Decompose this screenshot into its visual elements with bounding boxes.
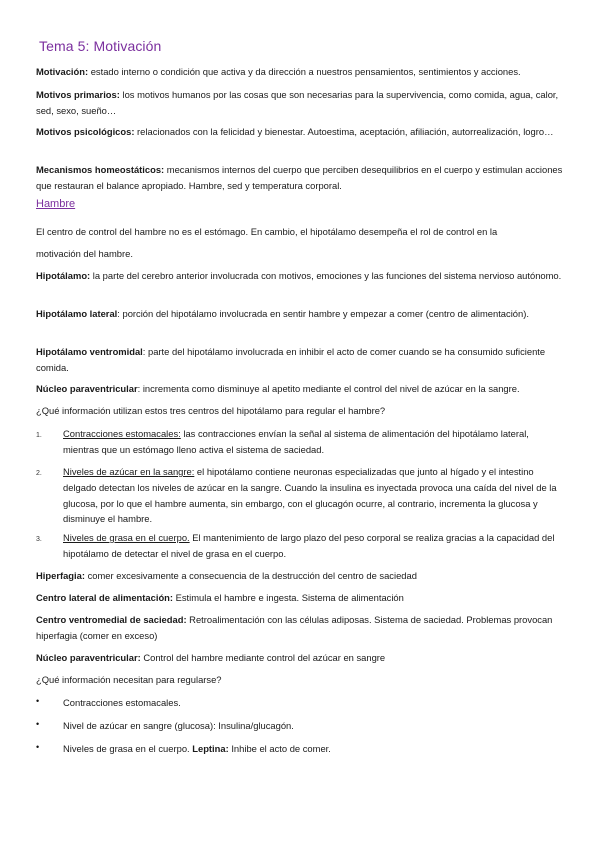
definition-text: estado interno o condición que activa y da dirección a nuestros pensamientos, sentimientos y acciones.	[88, 66, 521, 77]
definition-hiperfagia	[36, 568, 566, 584]
intro-line-1: El centro de control del hambre no es el estómago. En cambio, el hipotálamo desempeña el rol de control en la	[36, 226, 498, 237]
definition-hipotalamo	[36, 268, 566, 284]
definition-hipotalamo-ventromidal	[36, 344, 566, 376]
item-text: el hipotálamo contiene neuronas especializadas que junto al hígado y el intestino delgado detectan los niveles de azúcar en la sangre. Cuando la insulina es inyectada provoca una caída del nivel de la glucosa, por lo que el hambre aumenta, sin embargo, con el glucagón ocurre, al contrario, incrementa la glucosa y disminuye el hambre.	[63, 466, 557, 525]
bullet-item	[63, 695, 567, 711]
intro-line-2: motivación del hambre.	[36, 248, 133, 259]
definition-motivos-primarios	[36, 87, 566, 119]
bullet-item	[63, 718, 567, 734]
definition-text: : porción del hipotálamo involucrada en sentir hambre y empezar a comer (centro de alimentación).	[117, 308, 529, 319]
definition-nucleo-paraventricular-2	[36, 650, 566, 666]
definition-term: Núcleo paraventricular	[36, 383, 138, 394]
definition-term: Centro ventromedial de saciedad:	[36, 614, 187, 625]
bullet-glyph: •	[36, 719, 40, 729]
definition-text: : incrementa como disminuye al apetito mediante el control del nivel de azúcar en la sangre.	[137, 383, 520, 394]
definition-motivacion	[36, 64, 566, 80]
bullet-glyph: •	[36, 742, 40, 752]
item-term: Niveles de azúcar en la sangre:	[63, 466, 195, 477]
numbered-item-grasa	[63, 530, 567, 562]
definition-text: relacionados con la felicidad y bienestar. Autoestima, aceptación, afiliación, autorrealización, logro…	[134, 126, 554, 137]
definition-term: Hiperfagia:	[36, 570, 85, 581]
definition-text: mecanismos internos del cuerpo que perciben desequilibrios en el cuerpo y estimulan acciones que restauran el balance apropiado. Hambre, sed y temperatura corporal.	[36, 164, 563, 191]
definition-term: Motivos psicológicos:	[36, 126, 135, 137]
page-title: Tema 5: Motivación	[39, 38, 162, 54]
numbered-item-azucar	[63, 464, 567, 527]
definition-term: Motivación:	[36, 66, 89, 77]
item-term: Contracciones estomacales:	[63, 428, 181, 439]
bullet-text: Inhibe el acto de comer.	[228, 743, 331, 754]
section-heading-hambre: Hambre	[36, 198, 76, 210]
definition-term: Hipotálamo ventromidal	[36, 346, 143, 357]
bullet-text: Nivel de azúcar en sangre (glucosa): Insulina/glucagón.	[63, 720, 294, 731]
definition-text: comer excesivamente a consecuencia de la destrucción del centro de saciedad	[84, 570, 417, 581]
definition-term: Centro lateral de alimentación:	[36, 592, 174, 603]
definition-text: Retroalimentación con las células adiposas. Sistema de saciedad. Problemas provocan hiperfagia (comer en exceso)	[36, 614, 553, 641]
definition-text: la parte del cerebro anterior involucrada con motivos, emociones y las funciones del sistema nervioso autónomo.	[90, 270, 562, 281]
definition-term: Mecanismos homeostáticos:	[36, 164, 165, 175]
definition-hipotalamo-lateral	[36, 306, 566, 322]
list-number: 2.	[36, 470, 42, 477]
bullet-text: Contracciones estomacales.	[63, 697, 181, 708]
definition-text: Control del hambre mediante control del azúcar en sangre	[140, 652, 386, 663]
definition-text: Estimula el hambre e ingesta. Sistema de alimentación	[173, 592, 404, 603]
item-text: las contracciones envían la señal al sistema de alimentación del hipotálamo lateral, mientras que un estómago lleno activa el sistema de saciedad.	[63, 428, 529, 455]
definition-motivos-psicologicos	[36, 124, 566, 140]
question-1: ¿Qué información utilizan estos tres centros del hipotálamo para regular el hambre?	[36, 405, 386, 416]
item-text: El mantenimiento de largo plazo del peso corporal se realiza gracias a la capacidad del hipotálamo de detectar el nivel de grasa en el cuerpo.	[63, 532, 555, 559]
bullet-glyph: •	[36, 696, 40, 706]
list-number: 1.	[36, 432, 42, 439]
item-term: Niveles de grasa en el cuerpo.	[63, 532, 190, 543]
definition-term: Hipotálamo lateral	[36, 308, 118, 319]
definition-text: : parte del hipotálamo involucrada en inhibir el acto de comer cuando se ha consumido suficiente comida.	[36, 346, 546, 373]
list-number: 3.	[36, 536, 42, 543]
bullet-text: Niveles de grasa en el cuerpo.	[63, 743, 193, 754]
question-2: ¿Qué información necesitan para regularse?	[36, 674, 222, 685]
definition-mecanismos-homeostaticos	[36, 162, 566, 194]
definition-nucleo-paraventricular	[36, 381, 566, 397]
definition-centro-ventromedial	[36, 612, 566, 644]
numbered-item-contracciones	[63, 426, 567, 458]
definition-centro-lateral	[36, 590, 566, 606]
bullet-item	[63, 741, 567, 757]
definition-text: los motivos humanos por las cosas que son necesarias para la supervivencia, como comida, agua, calor, sed, sexo, sueño…	[36, 89, 559, 116]
definition-term: Núcleo paraventricular:	[36, 652, 141, 663]
definition-term: Hipotálamo:	[36, 270, 91, 281]
bullet-term: Leptina:	[192, 743, 229, 754]
definition-term: Motivos primarios:	[36, 89, 120, 100]
